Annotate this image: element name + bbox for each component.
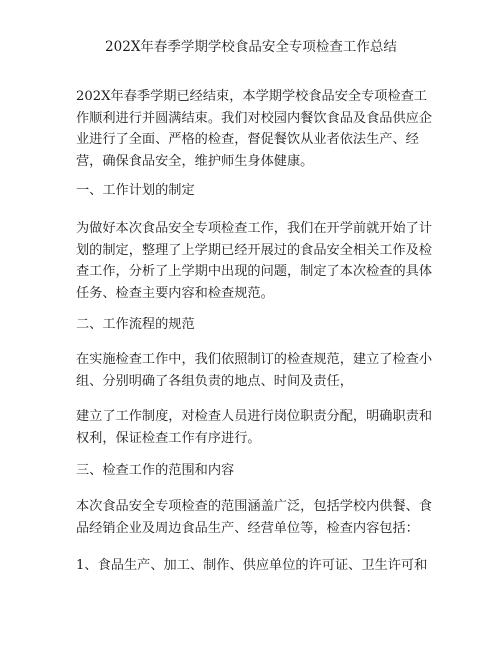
section2-paragraph-2: 建立了工作制度，对检查人员进行岗位职责分配，明确职责和权利，保证检查工作有序进行。: [76, 409, 433, 446]
section2-paragraph-1: 在实施检查工作中，我们依照制订的检查规范，建立了检查小组、分别明确了各组负责的地点、时间及责任，: [76, 352, 433, 389]
section3-paragraph: 本次食品安全专项检查的范围涵盖广泛，包括学校内供餐、食品经销企业及周边食品生产、经营单位等，检查内容包括：: [76, 499, 433, 536]
intro-paragraph: 202X年春季学期已经结束，本学期学校食品安全专项检查工作顺利进行并圆满结束。我们对校园内餐饮食品及食品供应企业进行了全面、严格的检查，督促餐饮从业者依法生产、经营，确保食品安全，维护师生身体健康。: [76, 89, 433, 169]
section3-heading: 三、检查工作的范围和内容: [76, 463, 235, 478]
document-title: 202X年春季学期学校食品安全专项检查工作总结: [105, 39, 397, 55]
section2-heading: 二、工作流程的规范: [76, 317, 195, 332]
section1-paragraph: 为做好本次食品安全专项检查工作，我们在开学前就开始了计划的制定，整理了上学期已经开展过的食品安全相关工作及检查工作，分析了上学期中出现的问题，制定了本次检查的具体任务、检查主要内容和检查规范。: [76, 221, 433, 301]
section3-list-item-1: 1、食品生产、加工、制作、供应单位的许可证、卫生许可和: [76, 558, 428, 573]
section1-heading: 一、工作计划的制定: [76, 183, 195, 198]
